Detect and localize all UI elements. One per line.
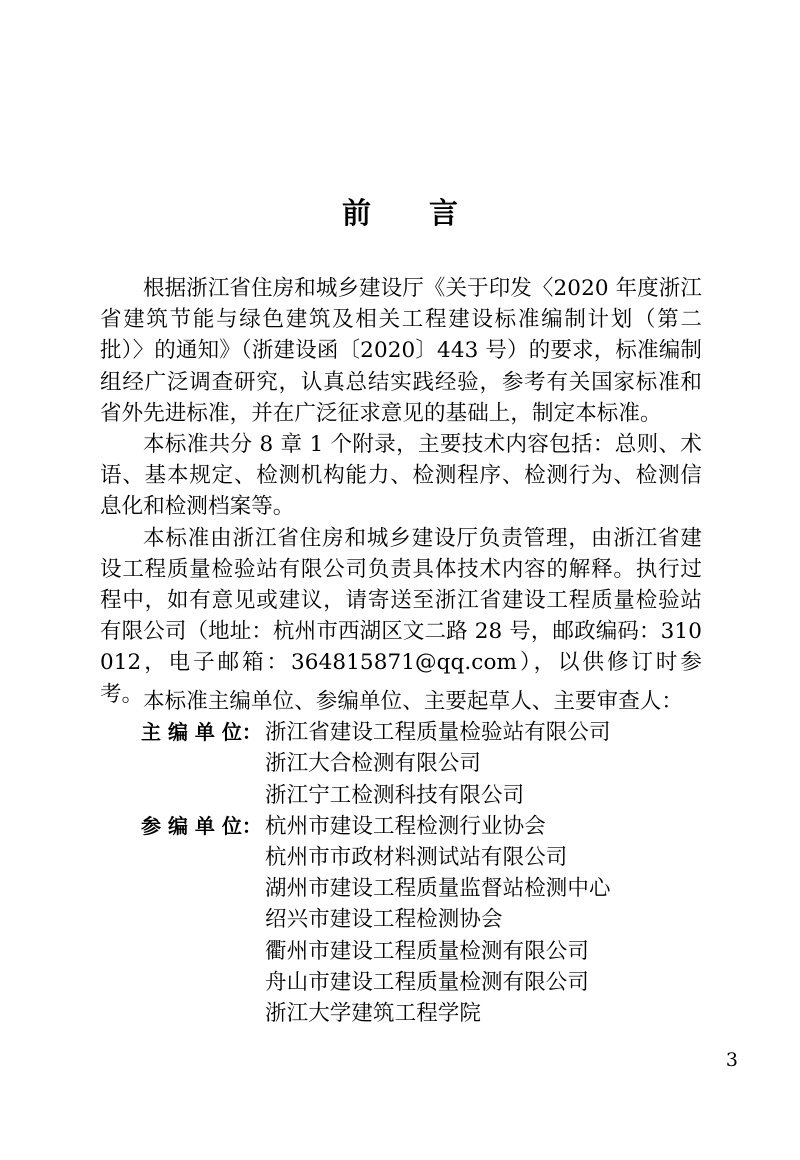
chief-unit-value: 浙江大合检测有限公司 [265,751,482,777]
paragraph-contents: 本标准共分 8 章 1 个附录，主要技术内容包括：总则、术语、基本规定、检测机构能力、检测程序、检测行为、检测信息化和检测档案等。 [100,432,702,520]
chief-unit-value: 浙江省建设工程质量检验站有限公司 [265,720,611,746]
participating-unit-value: 绍兴市建设工程检测协会 [265,907,503,933]
paragraph-administration: 本标准由浙江省住房和城乡建设厅负责管理，由浙江省建设工程质量检验站有限公司负责具体技术内容的解释。执行过程中，如有意见或建议，请寄送至浙江省建设工程质量检验站有限公司（地址：杭州市西湖区文二路 28 号，邮政编码：310012，电子邮箱：364815871@qq.com），以供修订时参考。 [100,525,702,707]
participating-unit-row [100,842,702,873]
chief-unit-row [100,748,702,779]
participating-unit-row [100,998,702,1029]
units-block [100,686,702,1029]
body-text-block [100,273,702,710]
chief-unit-label: 主 编 单 位： [141,720,262,745]
participating-unit-row [100,811,702,842]
chief-unit-row [100,780,702,811]
participating-unit-value: 杭州市市政材料测试站有限公司 [265,844,568,870]
chief-unit-row [100,717,702,748]
page-title: 前 言 [341,196,458,231]
participating-unit-row [100,936,702,967]
page-number: 3 [725,1049,738,1071]
participating-unit-value: 湖州市建设工程质量监督站检测中心 [265,876,611,902]
participating-unit-label: 参 编 单 位： [141,813,262,838]
chief-unit-value: 浙江宁工检测科技有限公司 [265,782,525,808]
paragraph-basis: 根据浙江省住房和城乡建设厅《关于印发〈2020 年度浙江省建筑节能与绿色建筑及相关工程建设标准编制计划（第二批）〉的通知》（浙建设函〔2020〕443 号）的要求，标准编制组经广泛调查研究，认真总结实践经验，参考有关国家标准和省外先进标准，并在广泛征求意见的基础上，制定本标准。 [100,276,702,426]
participating-unit-row [100,904,702,935]
participating-unit-value: 浙江大学建筑工程学院 [265,1000,482,1026]
participating-unit-row [100,967,702,998]
participating-unit-value: 杭州市建设工程检测行业协会 [265,813,546,839]
participating-unit-value: 衢州市建设工程质量检测有限公司 [265,938,590,964]
units-intro: 本标准主编单位、参编单位、主要起草人、主要审查人： [143,689,684,714]
title-block [0,176,800,251]
participating-unit-value: 舟山市建设工程质量检测有限公司 [265,969,590,995]
participating-unit-row [100,873,702,904]
